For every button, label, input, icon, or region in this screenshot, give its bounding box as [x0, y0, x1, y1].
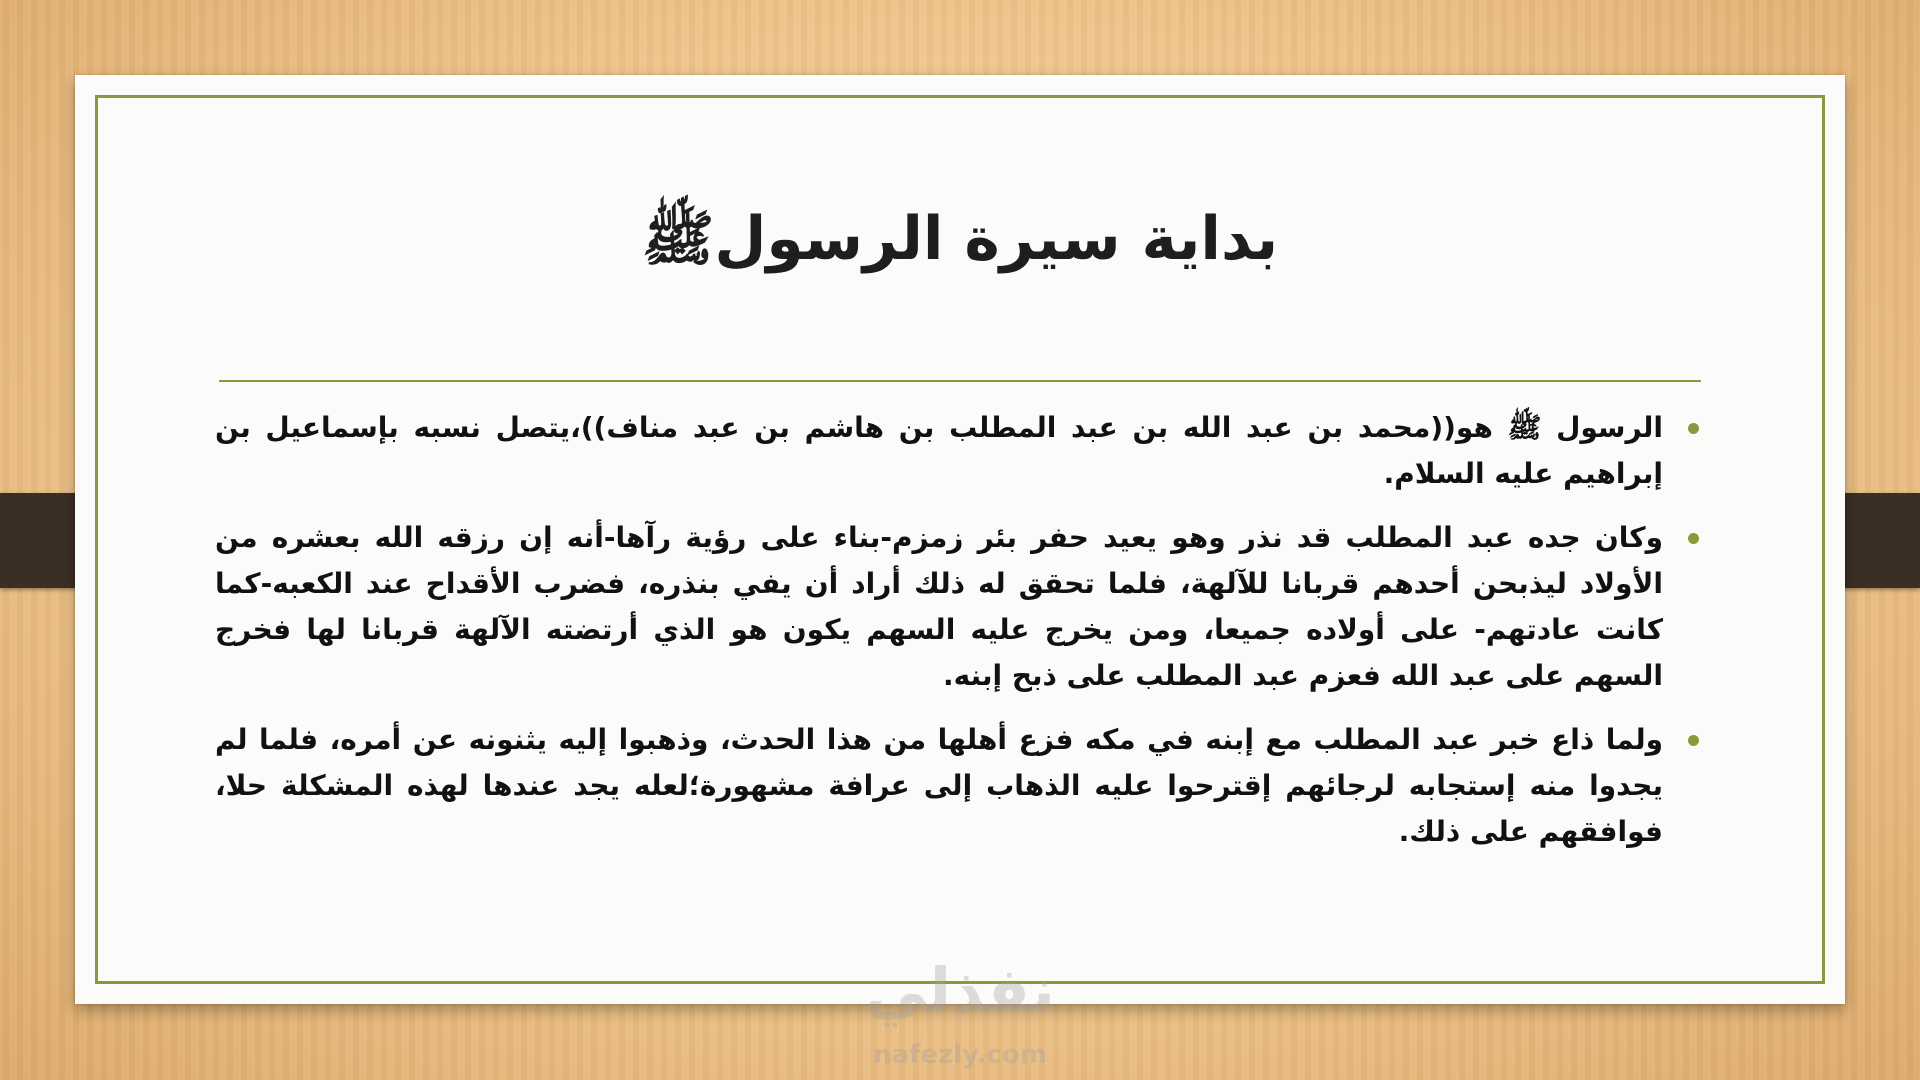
- watermark-logo: نفذلي: [865, 954, 1055, 1027]
- bullet-list: [215, 405, 1705, 873]
- bullet-item: [215, 515, 1705, 699]
- bullet-text: الرسول ﷺ هو((محمد بن عبد الله بن عبد المطلب بن هاشم بن عبد مناف))،يتصل نسبه بإسماعيل بن إبراهيم عليه السلام.: [215, 411, 1663, 490]
- bullet-item: [215, 405, 1705, 497]
- bullet-dot-icon: [1688, 423, 1699, 434]
- slide: [75, 75, 1845, 1004]
- bullet-text: ولما ذاع خبر عبد المطلب مع إبنه في مكه فزع أهلها من هذا الحدث، وذهبوا إليه يثنونه عن أمره، فلما لم يجدوا منه إستجابه لرجائهم إقترحوا عليه الذهاب إلى عرافة مشهورة؛لعله يجد عندها لهذه المشكلة حلا، فوافقهم على ذلك.: [215, 723, 1663, 848]
- slide-title: بداية سيرة الرسولﷺ: [641, 204, 1279, 274]
- bullet-dot-icon: [1688, 533, 1699, 544]
- bullet-text: وكان جده عبد المطلب قد نذر وهو يعيد حفر بئر زمزم-بناء على رؤية رآها-أنه إن رزقه الله بعشره من الأولاد ليذبحن أحدهم قربانا للآلهة، فلما تحقق له ذلك أراد أن يفي بنذره، فضرب الأقداح عند الكعبه-كما كانت عادتهم- على أولاده جميعا، ومن يخرج عليه السهم يكون هو الذي أرتضته الآلهة قربانا لها فخرج السهم على عبد الله فعزم عبد المطلب على ذبح إبنه.: [215, 521, 1663, 692]
- watermark-url: nafezly.com: [873, 1040, 1047, 1070]
- title-divider: [219, 380, 1701, 382]
- bullet-dot-icon: [1688, 735, 1699, 746]
- bullet-item: [215, 717, 1705, 855]
